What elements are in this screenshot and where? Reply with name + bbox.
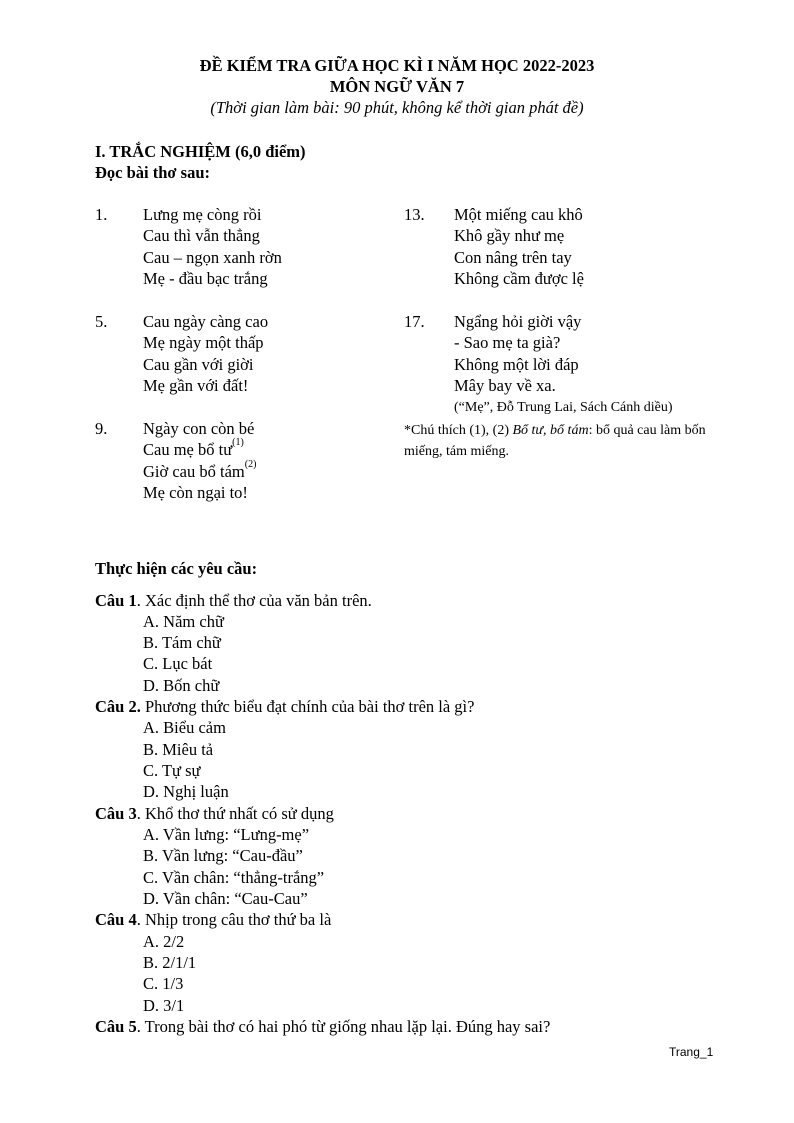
option-d: D. Bốn chữ	[143, 676, 220, 695]
question-text: Phương thức biểu đạt chính của bài thơ trên là gì?	[140, 697, 475, 716]
question-5	[95, 1016, 550, 1037]
poem-line: Khô gầy như mẹ	[454, 226, 565, 246]
option-d: D. Nghị luận	[143, 782, 229, 801]
reading-instruction: Đọc bài thơ sau:	[95, 163, 211, 182]
footnote-marker: (1)	[232, 437, 244, 449]
poem-footnote	[404, 420, 709, 462]
poem-line: Một miếng cau khô	[454, 205, 583, 224]
exam-title: ĐỀ KIỂM TRA GIỮA HỌC KÌ I NĂM HỌC 2022-2023	[199, 56, 595, 75]
question-label: Câu 2.	[95, 697, 141, 716]
poem-line-text: Giờ cau bổ tám	[143, 461, 245, 481]
poem-line	[143, 458, 257, 482]
poem-line: Không một lời đáp	[454, 354, 579, 374]
note-suffix: : bổ quả cau làm bốn miếng, tám miếng.	[404, 423, 706, 459]
question-text: . Nhịp trong câu thơ thứ ba là	[136, 910, 332, 929]
poem-line: Không cầm được lệ	[454, 268, 584, 288]
option-d: D. Vần chân: “Cau-Cau”	[143, 889, 308, 908]
poem-source: (“Mẹ”, Đỗ Trung Lai, Sách Cánh diều)	[454, 400, 673, 415]
question-2	[95, 696, 474, 717]
option-c: C. 1/3	[143, 974, 184, 993]
note-terms: Bổ tư, bổ tám	[512, 423, 589, 438]
poem-line: Mẹ - đầu bạc trắng	[143, 268, 268, 288]
option-a: A. Năm chữ	[143, 612, 224, 631]
stanza-number: 5.	[95, 312, 108, 331]
poem-line: Mẹ còn ngại to!	[143, 482, 248, 502]
option-a: A. Vần lưng: “Lưng-mẹ”	[143, 825, 310, 844]
poem-line: Lưng mẹ còng rồi	[143, 205, 262, 224]
option-b: B. 2/1/1	[143, 953, 197, 972]
option-b: B. Vần lưng: “Cau-đầu”	[143, 846, 303, 865]
question-4	[95, 909, 331, 930]
tasks-heading: Thực hiện các yêu cầu:	[95, 559, 258, 578]
stanza-number: 1.	[95, 205, 108, 224]
question-label: Câu 5	[95, 1017, 137, 1036]
poem-line: Mây bay về xa.	[454, 375, 556, 395]
option-d: D. 3/1	[143, 996, 185, 1015]
poem-line: Cau ngày càng cao	[143, 312, 269, 331]
stanza-number: 9.	[95, 419, 108, 438]
note-prefix: *Chú thích (1), (2)	[404, 423, 513, 438]
poem-line: Mẹ ngày một thấp	[143, 333, 264, 353]
poem-line: Ngày con còn bé	[143, 419, 255, 438]
stanza-number: 13.	[404, 205, 425, 224]
question-label: Câu 4	[95, 910, 137, 929]
option-c: C. Lục bát	[143, 654, 213, 673]
poem-line: Cau – ngọn xanh rờn	[143, 247, 282, 267]
option-a: A. Biểu cảm	[143, 718, 226, 737]
exam-subject: MÔN NGỮ VĂN 7	[329, 77, 465, 96]
question-text: . Khổ thơ thứ nhất có sử dụng	[136, 804, 334, 823]
page-number: Trang_1	[669, 1045, 714, 1059]
question-label: Câu 1	[95, 591, 137, 610]
question-text: . Xác định thể thơ của văn bản trên.	[136, 591, 372, 610]
poem-line-text: Cau mẹ bổ tư	[143, 440, 233, 460]
poem-line: Cau thì vẫn thẳng	[143, 226, 260, 246]
question-1	[95, 590, 372, 611]
option-b: B. Miêu tả	[143, 740, 214, 759]
option-c: C. Vần chân: “thẳng-trắng”	[143, 868, 325, 887]
option-a: A. 2/2	[143, 932, 185, 951]
question-label: Câu 3	[95, 804, 137, 823]
poem-line: Con nâng trên tay	[454, 247, 572, 267]
stanza-number: 17.	[404, 312, 425, 331]
poem-line: Cau gần với giời	[143, 354, 254, 374]
poem-line: Mẹ gần với đất!	[143, 375, 249, 395]
option-c: C. Tự sự	[143, 761, 201, 780]
exam-time-note: (Thời gian làm bài: 90 phút, không kể thời gian phát đề)	[210, 98, 584, 117]
option-b: B. Tám chữ	[143, 633, 221, 652]
poem-line: Ngẩng hỏi giời vậy	[454, 312, 582, 331]
poem-line	[143, 439, 256, 460]
question-text: . Trong bài thơ có hai phó từ giống nhau lặp lại. Đúng hay sai?	[136, 1017, 551, 1036]
poem-line: - Sao mẹ ta già?	[454, 333, 561, 353]
footnote-marker: (2)	[244, 458, 257, 470]
section-heading: I. TRẮC NGHIỆM (6,0 điểm)	[95, 142, 306, 161]
question-3	[95, 803, 334, 824]
